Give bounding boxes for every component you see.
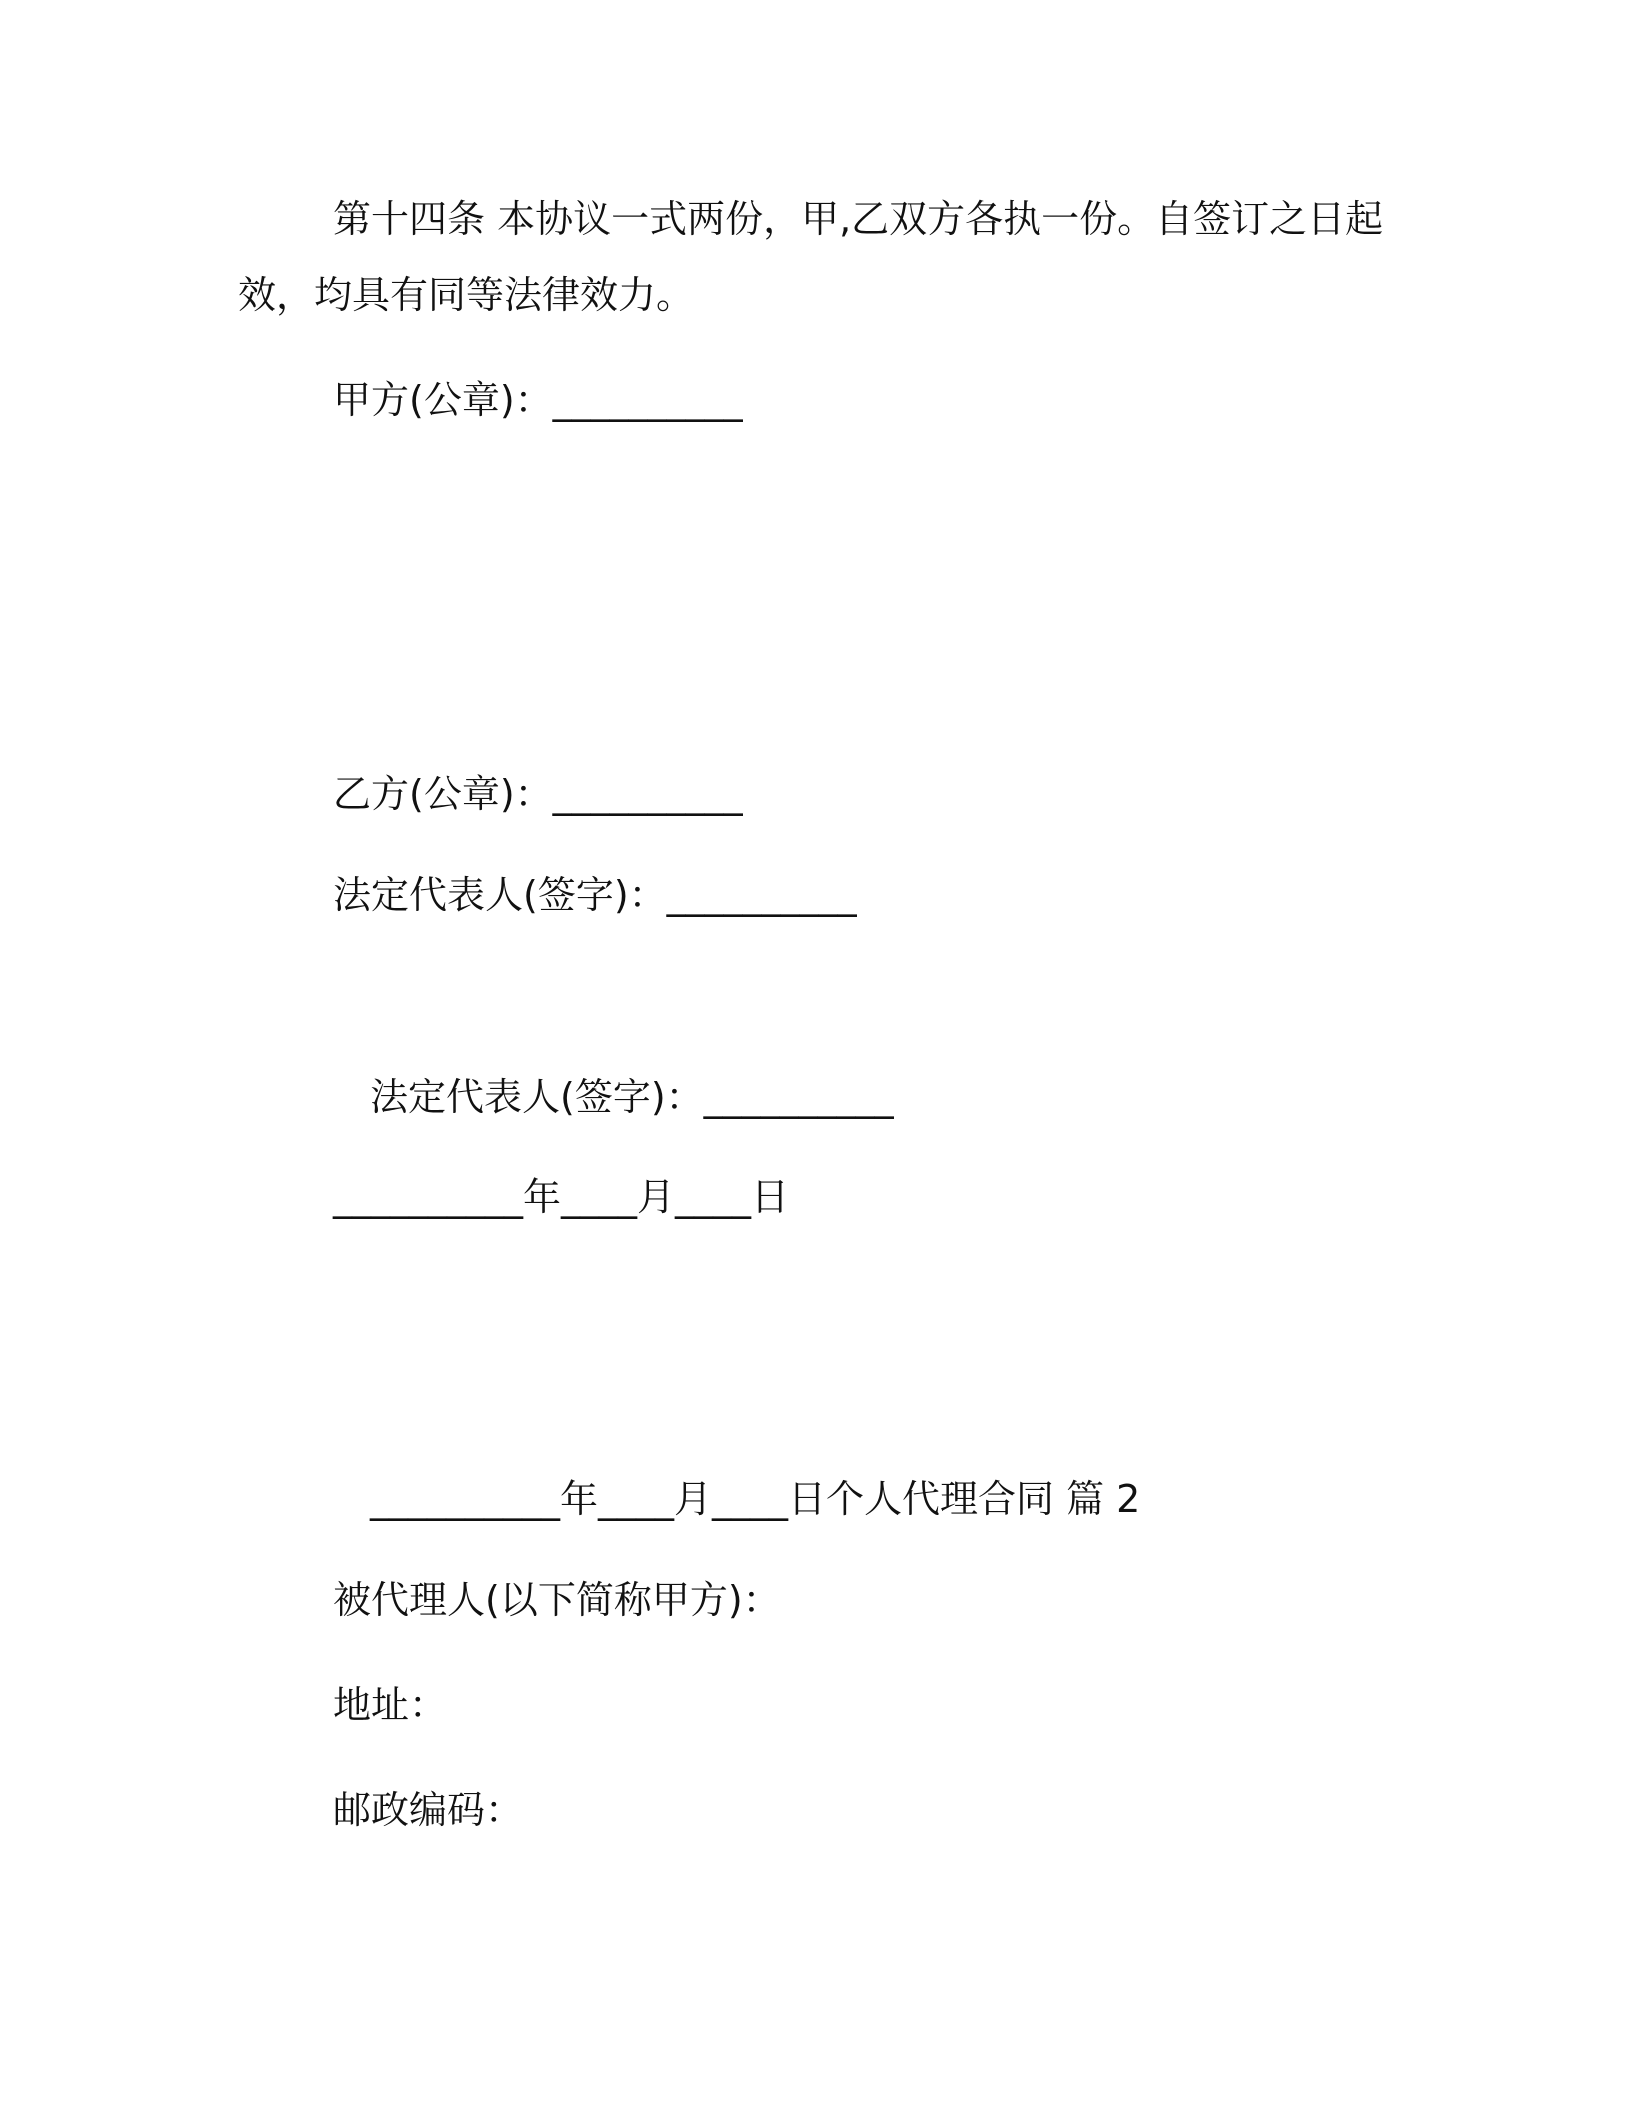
section-2-title: __________年____月____日个人代理合同 篇 2 [370,1477,1141,1521]
postcode-label: 邮政编码： [333,1788,524,1832]
clause-14-line-2: 效，均具有同等法律效力。 [238,273,695,317]
legal-representative-line-2: 法定代表人(签字)：__________ [370,1075,894,1119]
legal-representative-line-1: 法定代表人(签字)：__________ [333,873,857,917]
principal-label: 被代理人(以下简称甲方)： [333,1578,781,1622]
clause-14-line-1: 第十四条 本协议一式两份，甲,乙双方各执一份。自签订之日起 [333,197,1384,241]
signing-date-line: __________年____月____日 [333,1175,790,1219]
party-b-seal-line: 乙方(公章)：__________ [333,772,743,816]
party-a-seal-line: 甲方(公章)：__________ [333,378,743,422]
address-label: 地址： [333,1683,448,1727]
